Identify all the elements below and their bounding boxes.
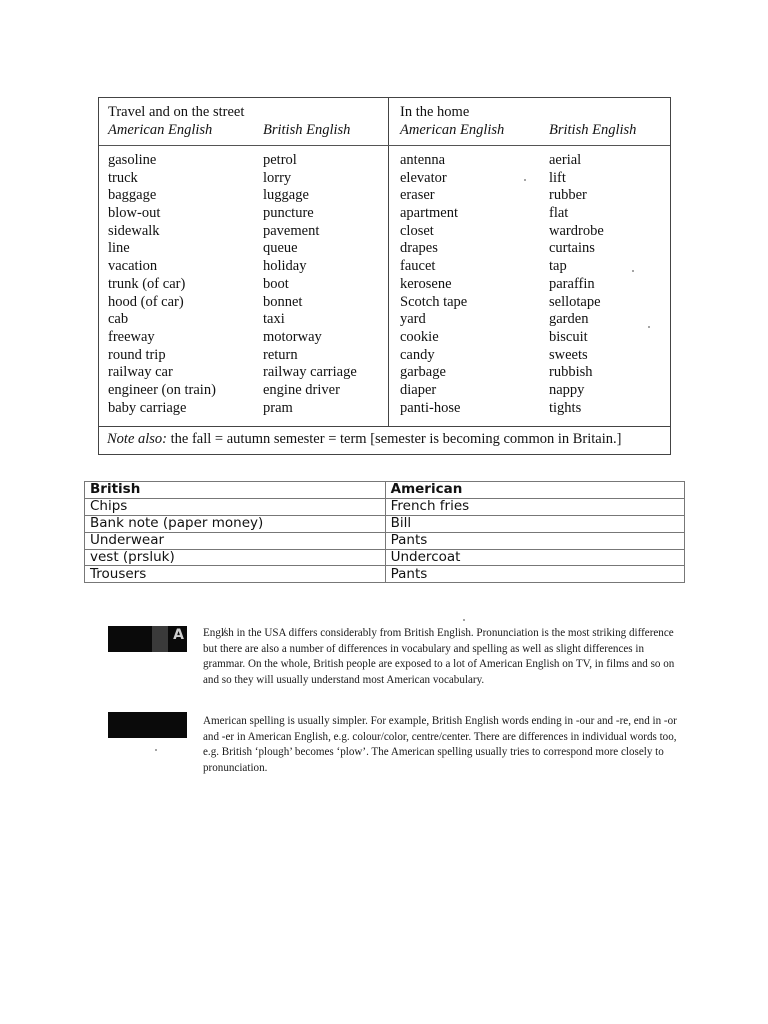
note-label: Note also:	[107, 431, 168, 447]
british-american-table	[84, 481, 685, 583]
paragraph-b: American spelling is usually simpler. For example, British English words ending in -our and -re, end in -or and -er in American English, e.g. colour/color, centre/center. There are differences in individual words too, e.g. British ‘plough’ becomes ‘plow’. The American spelling usually tries to correspond more closely to pronunciation.	[203, 715, 677, 774]
word-item: truck	[108, 169, 138, 186]
word-item: vacation	[108, 258, 158, 275]
word-item: trunk (of car)	[108, 275, 186, 292]
word-item: faucet	[400, 258, 436, 275]
word-item: eraser	[400, 187, 435, 204]
table-row	[85, 532, 685, 549]
word-item: sellotape	[549, 293, 601, 310]
word-item: curtains	[549, 240, 595, 257]
word-item: pram	[263, 399, 293, 416]
note-divider	[99, 426, 670, 427]
travel-american-header: American English	[108, 122, 213, 138]
word-item: drapes	[400, 240, 438, 257]
word-item: rubber	[549, 187, 587, 204]
word-item: railway car	[108, 364, 173, 381]
word-item: sidewalk	[108, 222, 160, 239]
travel-british-list	[263, 152, 357, 417]
word-item: biscuit	[549, 328, 588, 345]
note-line	[107, 431, 621, 448]
word-item: diaper	[400, 381, 437, 398]
word-item: lorry	[263, 169, 292, 186]
section-a-letter: A	[173, 627, 184, 643]
word-item: flat	[549, 205, 569, 222]
word-item: yard	[400, 311, 426, 328]
header-divider	[99, 145, 670, 146]
travel-american-list	[108, 152, 216, 417]
word-item: elevator	[400, 169, 447, 186]
word-item: Scotch tape	[400, 293, 468, 310]
word-item: freeway	[108, 328, 155, 345]
word-item: puncture	[263, 205, 314, 222]
word-item: closet	[400, 222, 434, 239]
word-item: apartment	[400, 205, 458, 222]
home-british-header: British English	[549, 122, 637, 138]
scan-speck	[648, 326, 650, 328]
header-british: British	[85, 482, 386, 499]
scan-speck	[524, 179, 526, 181]
table-header-row	[85, 482, 685, 499]
word-item: garbage	[400, 364, 446, 381]
column-divider	[388, 98, 389, 427]
home-section-title: In the home	[400, 104, 470, 120]
table-row	[85, 515, 685, 532]
scan-speck	[155, 749, 157, 751]
british-cell: Trousers	[85, 566, 386, 583]
word-item: gasoline	[108, 152, 157, 168]
home-british-list	[549, 152, 604, 417]
british-cell: Underwear	[85, 532, 386, 549]
home-american-list	[400, 152, 467, 417]
word-item: kerosene	[400, 275, 452, 292]
word-item: tap	[549, 258, 567, 275]
word-item: baby carriage	[108, 399, 187, 416]
american-cell: French fries	[385, 498, 684, 515]
word-item: holiday	[263, 258, 307, 275]
home-american-header: American English	[400, 122, 505, 138]
word-item: line	[108, 240, 130, 257]
word-item: return	[263, 346, 298, 363]
word-item: round trip	[108, 346, 166, 363]
british-cell: Bank note (paper money)	[85, 515, 386, 532]
word-item: hood (of car)	[108, 293, 184, 310]
word-item: boot	[263, 275, 289, 292]
section-a-marker	[108, 626, 187, 652]
word-item: nappy	[549, 381, 585, 398]
header-american: American	[385, 482, 684, 499]
table-row	[85, 498, 685, 515]
word-item: lift	[549, 169, 566, 186]
scan-speck	[463, 619, 465, 621]
word-item: panti-hose	[400, 399, 461, 416]
paragraph-a: Engl̸sh in the USA differs considerably from British English. Pronunciation is the most striking difference but there are also a number of differences in vocabulary and spelling as well as slight differences in grammar. On the whole, British people are exposed to a lot of American English on TV, in films and so on and so they will usually understand most American vocabulary.	[203, 627, 675, 686]
word-item: rubbish	[549, 364, 593, 381]
word-item: antenna	[400, 152, 446, 168]
word-item: queue	[263, 240, 298, 257]
british-cell: Chips	[85, 498, 386, 515]
word-item: wardrobe	[549, 222, 604, 239]
word-item: engine driver	[263, 381, 340, 398]
american-cell: Undercoat	[385, 549, 684, 566]
word-item: bonnet	[263, 293, 303, 310]
american-cell: Bill	[385, 515, 684, 532]
british-cell: vest (prsluk)	[85, 549, 386, 566]
word-item: cab	[108, 311, 129, 328]
word-item: petrol	[263, 152, 297, 168]
american-cell: Pants	[385, 532, 684, 549]
word-item: luggage	[263, 187, 309, 204]
word-item: cookie	[400, 328, 439, 345]
word-item: pavement	[263, 222, 320, 239]
word-item: paraffin	[549, 275, 595, 292]
section-b-marker	[108, 712, 187, 738]
word-item: blow-out	[108, 205, 161, 222]
word-item: engineer (on train)	[108, 381, 216, 398]
word-item: motorway	[263, 328, 322, 345]
word-item: taxi	[263, 311, 285, 328]
travel-british-header: British English	[263, 122, 351, 138]
table-body	[85, 498, 685, 582]
american-cell: Pants	[385, 566, 684, 583]
scan-speck	[632, 270, 634, 272]
word-item: sweets	[549, 346, 588, 363]
table-row	[85, 566, 685, 583]
table-row	[85, 549, 685, 566]
word-item: garden	[549, 311, 589, 328]
word-item: tights	[549, 399, 582, 416]
note-text: the fall = autumn semester = term [semester is becoming common in Britain.]	[167, 431, 622, 447]
word-item: baggage	[108, 187, 157, 204]
vocabulary-comparison-box	[98, 97, 671, 455]
word-item: aerial	[549, 152, 582, 168]
word-item: candy	[400, 346, 435, 363]
travel-section-title: Travel and on the street	[108, 104, 245, 120]
word-item: railway carriage	[263, 364, 357, 381]
